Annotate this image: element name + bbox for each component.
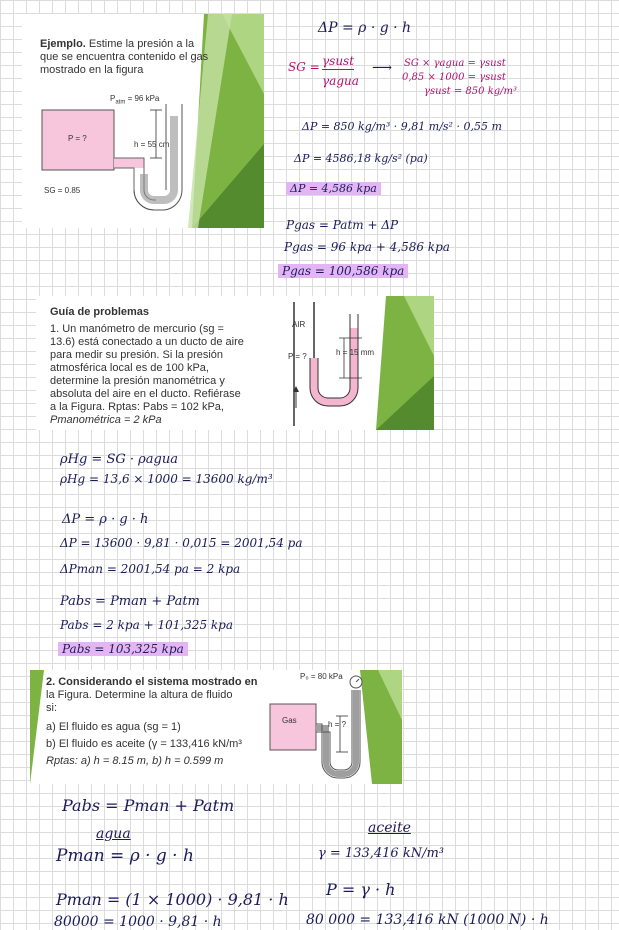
problem1-card [36, 296, 434, 430]
problem1-text: 1. Un manómetro de mercurio (sg = 13.6) está conectado a un ducto de aire para medir su presión. Si la presión atmosférica local es de 100 kPa, determine la presión manométrica y absoluta del aire en el ducto. Refiérase a la Figura. Rptas: Pabs = 102 kPa, Pmanométrica = 2 kPa [50, 323, 244, 426]
notes3-cut-left: 80000 = 1000 · 9,81 · h [54, 914, 222, 930]
example-card [22, 14, 264, 228]
notes3-gamma: γ = 133,416 kN/m³ [318, 846, 444, 861]
notes3-pman1: Pman = ρ · g · h [56, 846, 194, 866]
problem2-gas-label: Gas [282, 716, 297, 725]
notes1-sg-r2: 0,85 × 1000 = γsust [402, 72, 506, 83]
example-patm-label: $P_{atm} = 96$ kPa [110, 94, 160, 106]
problem2-manometer-diagram [266, 670, 366, 782]
notes1-arrow: ⟶ [372, 60, 393, 76]
problem2-p0-label: P₀ = 80 kPa [300, 672, 343, 681]
problem1-h-label: h = 15 mm [336, 348, 375, 357]
notes1-sg-lhs: SG = [288, 60, 320, 74]
notes1-sg-den: γagua [322, 74, 359, 88]
notes3-agua: agua [96, 826, 131, 842]
example-title: Ejemplo. Estime la presión a la que se encuentra contenido el gas mostrado en la figura [40, 38, 209, 76]
notes2-dp3: ΔPman = 2001,54 pa = 2 kpa [60, 562, 241, 576]
notes1-dp-calc: ΔP = 4586,18 kg/s² (pa) [294, 152, 428, 165]
notes3-pabs: Pabs = Pman + Patm [62, 796, 235, 815]
problem1-manometer-diagram [284, 298, 414, 428]
problem1-p-label: P = ? [288, 352, 307, 361]
notes2-rho1: ρHg = SG · ρagua [60, 452, 178, 467]
notes1-dp-formula: ΔP = ρ · g · h [318, 20, 412, 36]
example-h-label: h = 55 cm [134, 140, 170, 149]
notes1-pgas3: Pgas = 100,586 kpa [278, 264, 408, 278]
notes1-dp-sub: ΔP = 850 kg/m³ · 9,81 m/s² · 0,55 m [302, 120, 502, 133]
notes1-sg-r3: γsust = 850 kg/m³ [424, 86, 518, 97]
problem1-air-label: AIR [292, 320, 306, 329]
example-sg-label: SG = 0.85 [44, 186, 81, 195]
notes1-sg-r1: SG × γagua = γsust [404, 58, 506, 69]
notes1-sg-num: γsust [322, 54, 355, 68]
notes2-dp2: ΔP = 13600 · 9,81 · 0,015 = 2001,54 pa [60, 536, 303, 550]
notes3-aceite: aceite [368, 820, 411, 836]
notes3-pman2: Pman = (1 × 1000) · 9,81 · h [56, 890, 289, 909]
problem2-h-label: h = ? [328, 720, 347, 729]
notes2-pabs1: Pabs = Pman + Patm [60, 594, 200, 609]
notes2-pabs2: Pabs = 2 kpa + 101,325 kpa [60, 618, 233, 632]
notes1-dp-result: ΔP = 4,586 kpa [286, 182, 381, 195]
problem2-text: 2. Considerando el sistema mostrado en la Figura. Determine la altura de fluido si: a) El fluido es agua (sg = 1) b) El fluido es aceite (γ = 133,416 kN/m³ Rptas: a) h = 8.15 m, b) h = 0.599 m [46, 676, 258, 767]
problem2-card [30, 670, 402, 784]
notes1-pgas1: Pgas = Patm + ΔP [286, 218, 399, 232]
example-manometer-diagram [40, 94, 220, 224]
notes1-pgas2: Pgas = 96 kpa + 4,586 kpa [284, 240, 450, 254]
notes2-pabs3: Pabs = 103,325 kpa [58, 642, 188, 656]
notes2-dp1: ΔP = ρ · g · h [62, 512, 149, 527]
notes2-rho2: ρHg = 13,6 × 1000 = 13600 kg/m³ [60, 472, 273, 486]
notes3-cut-right: 80 000 = 133,416 kN (1000 N) · h [306, 912, 549, 928]
problem1-heading: Guía de problemas [50, 306, 150, 318]
example-p-label: P = ? [68, 134, 87, 143]
notes3-p-gamma: P = γ · h [326, 880, 396, 899]
